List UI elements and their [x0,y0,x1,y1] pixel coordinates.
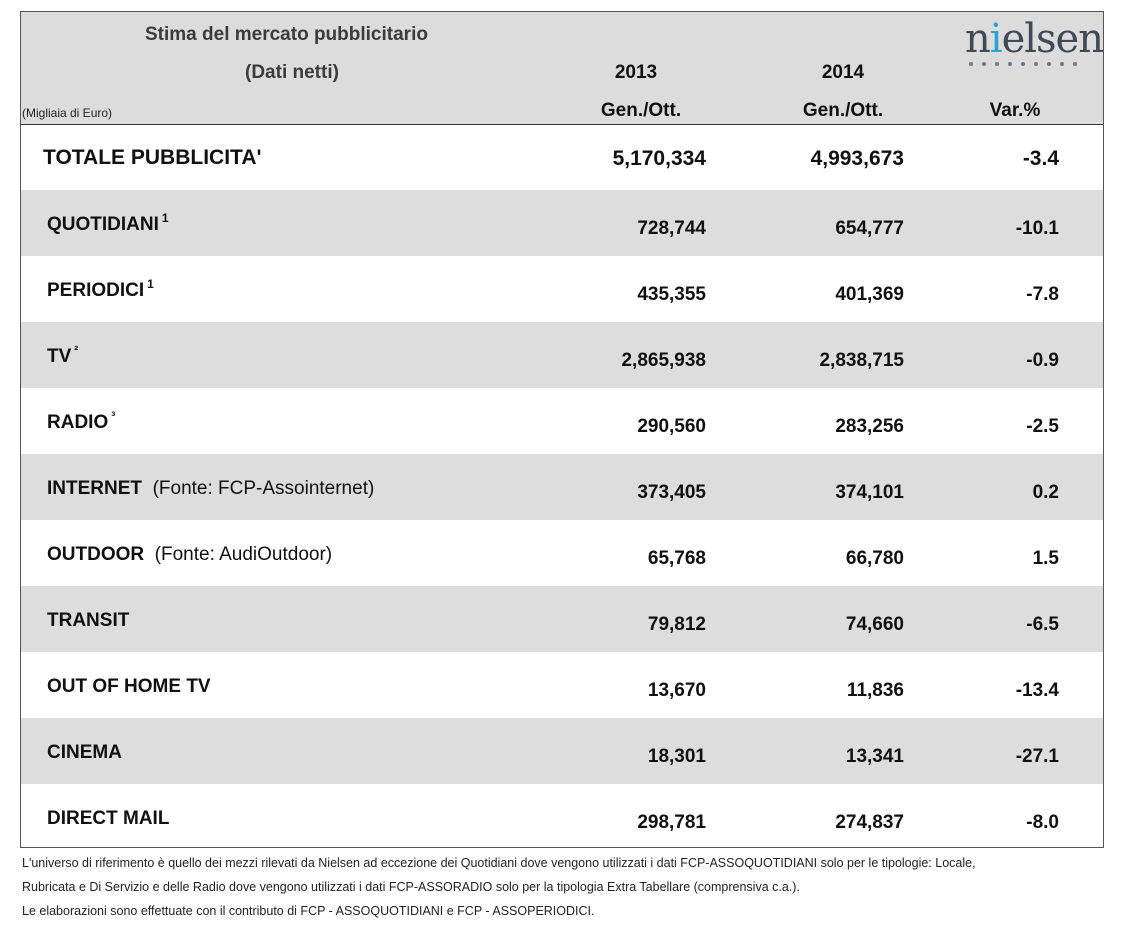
row-label [47,610,129,632]
value-2014: 2,838,715 [819,350,904,371]
table-row [21,322,1103,388]
footnote-line: Rubricata e Di Servizio e delle Radio dove vengono utilizzati i dati FCP-ASSORADIO solo per la tipologia Extra Tabellare (comprensiva c.a.). [22,880,800,894]
row-label [47,742,122,764]
table-body [21,124,1103,850]
value-2014: 11,836 [846,680,904,701]
footnote-marker: 1 [161,211,169,225]
units-label: (Migliaia di Euro) [22,106,113,120]
value-2014: 374,101 [835,482,904,503]
table-row [21,388,1103,454]
value-2013: 5,170,334 [612,147,706,170]
variation-pct: -7.8 [1026,284,1059,305]
table-row [21,586,1103,652]
table-row [21,718,1103,784]
medium-name: TRANSIT [47,610,130,631]
column-period-2014: Gen./Ott. [802,100,884,121]
value-2013: 79,812 [647,614,706,635]
table-row [21,190,1103,256]
medium-name: OUTDOOR [47,544,145,565]
medium-name: RADIO [47,412,109,433]
value-2014: 4,993,673 [810,147,904,170]
value-2014: 66,780 [845,548,904,569]
value-2014: 74,660 [845,614,904,635]
value-2013: 298,781 [637,812,706,833]
column-variation: Var.% [989,100,1041,121]
market-table [20,11,1104,848]
table-row [21,652,1103,718]
row-label [43,146,261,170]
variation-pct: -3.4 [1022,147,1059,170]
value-2014: 274,837 [835,812,904,833]
value-2014: 401,369 [835,284,904,305]
nielsen-logo [965,16,1103,76]
row-label [47,808,169,830]
footnote-line: L'universo di riferimento è quello dei mezzi rilevati da Nielsen ad eccezione dei Quotidiani dove vengono utilizzati i dati FCP-ASSOQUOTIDIANI solo per le tipologie: Locale, [22,856,976,870]
variation-pct: -8.0 [1026,812,1059,833]
variation-pct: -10.1 [1015,218,1059,239]
value-2013: 728,744 [637,218,706,239]
table-subtitle: (Dati netti) [245,62,339,83]
footnotes [22,851,976,923]
medium-name: INTERNET [47,478,142,499]
data-source: (Fonte: FCP-Assointernet) [152,478,375,499]
medium-name: PERIODICI [47,280,145,301]
logo-dots [969,62,1077,66]
table-header [21,12,1103,125]
value-2013: 65,768 [647,548,706,569]
medium-name: TOTALE PUBBLICITA' [43,146,262,169]
value-2013: 18,301 [647,746,706,767]
value-2013: 435,355 [637,284,706,305]
row-label [47,277,154,302]
row-label [47,676,211,698]
footnote-marker: 1 [147,277,154,291]
table-title: Stima del mercato pubblicitario [145,24,428,45]
value-2013: 13,670 [647,680,706,701]
variation-pct: 0.2 [1032,482,1059,503]
value-2013: 290,560 [637,416,706,437]
footnote-marker: ² [74,343,79,357]
row-label [47,544,332,566]
medium-name: TV [47,346,72,367]
value-2014: 13,341 [845,746,904,767]
total-row [21,124,1103,190]
variation-pct: -6.5 [1026,614,1059,635]
medium-name: CINEMA [47,742,122,763]
column-year-2014: 2014 [821,62,865,83]
table-row [21,256,1103,322]
table-row [21,520,1103,586]
variation-pct: -13.4 [1015,680,1059,701]
row-label [47,409,116,434]
medium-name: QUOTIDIANI [47,214,159,235]
variation-pct: -2.5 [1026,416,1059,437]
medium-name: OUT OF HOME TV [47,676,211,697]
row-label [47,211,169,236]
column-period-2013: Gen./Ott. [600,100,682,121]
footnote-marker: ³ [111,409,116,423]
column-year-2013: 2013 [614,62,658,83]
value-2014: 654,777 [835,218,904,239]
medium-name: DIRECT MAIL [47,808,170,829]
row-label [47,343,79,368]
row-label [47,478,374,500]
value-2013: 373,405 [637,482,706,503]
variation-pct: 1.5 [1032,548,1059,569]
table-row [21,454,1103,520]
variation-pct: -27.1 [1015,746,1059,767]
value-2013: 2,865,938 [621,350,706,371]
table-row [21,784,1103,850]
footnote-line: Le elaborazioni sono effettuate con il contributo di FCP - ASSOQUOTIDIANI e FCP - ASSOPERIODICI. [22,904,595,918]
value-2014: 283,256 [835,416,904,437]
data-source: (Fonte: AudiOutdoor) [154,544,333,565]
variation-pct: -0.9 [1026,350,1059,371]
logo-wordmark: nielsen [965,16,1103,62]
